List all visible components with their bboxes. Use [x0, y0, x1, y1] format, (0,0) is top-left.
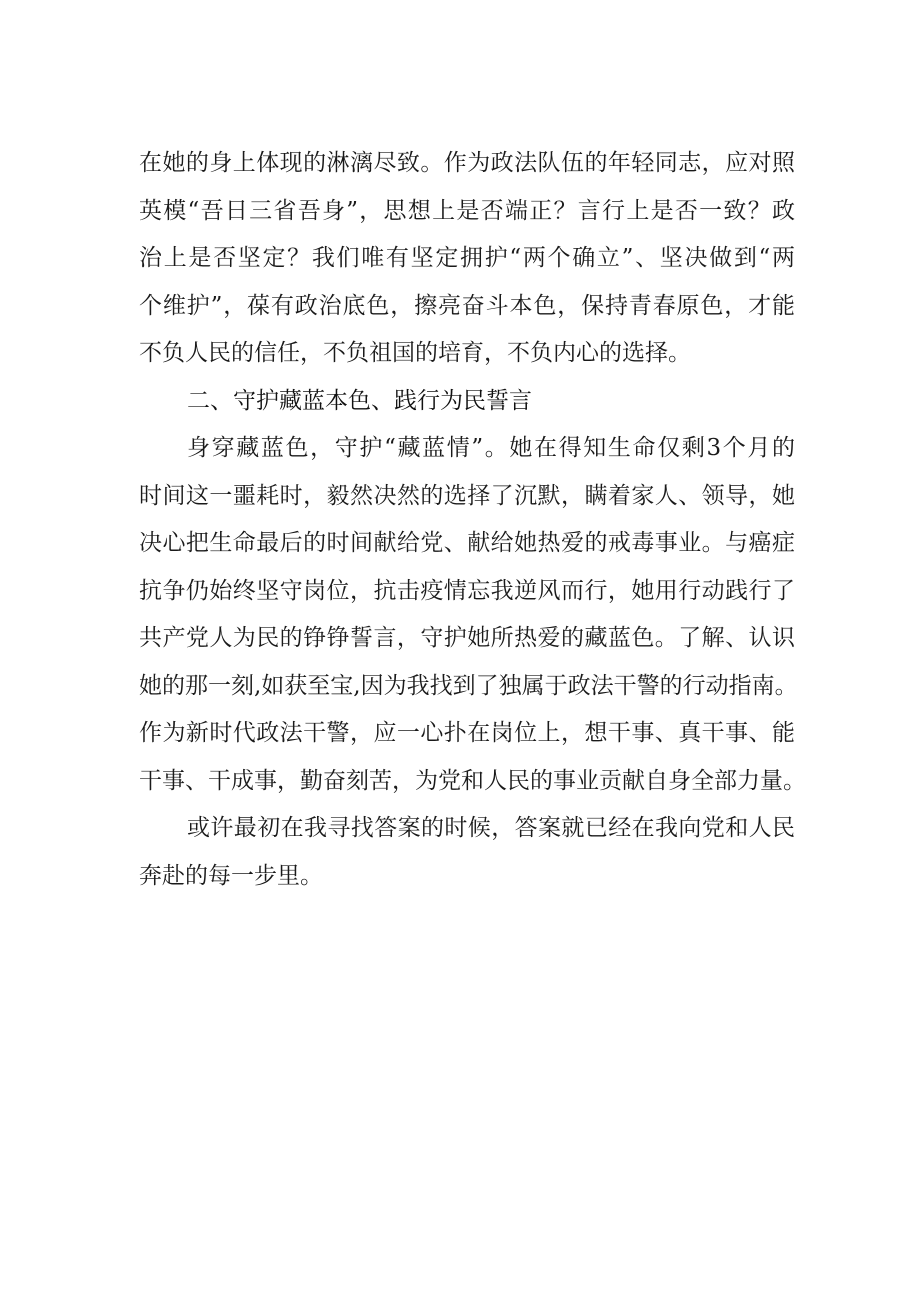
paragraph-line: 个维护”，葆有政治底色，擦亮奋斗本色，保持青春原色，才能: [139, 292, 795, 319]
paragraph-line: 在她的身上体现的淋漓尽致。作为政法队伍的年轻同志，应对照: [139, 150, 795, 176]
paragraph-line: 或许最初在我寻找答案的时候，答案就已经在我向党和人民: [187, 815, 795, 841]
paragraph-1: [139, 140, 795, 378]
paragraph-line: 决心把生命最后的时间献给党、献给她热爱的戒毒事业。与癌症: [139, 530, 795, 556]
paragraph-line: 奔赴的每一步里。: [139, 862, 323, 889]
paragraph-line: 干事、干成事，勤奋刻苦，为党和人民的事业贡献自身全部力量。: [139, 767, 806, 794]
document-body: [139, 140, 806, 900]
paragraph-line: 抗争仍始终坚守岗位，抗击疫情忘我逆风而行，她用行动践行了: [139, 577, 795, 604]
paragraph-line: 她的那一刻,如获至宝,因为我找到了独属于政法干警的行动指南。: [139, 672, 798, 699]
paragraph-line: 身穿藏蓝色，守护“藏蓝情”。她在得知生命仅剩3个月的: [187, 435, 795, 461]
paragraph-line: 时间这一噩耗时，毅然决然的选择了沉默，瞒着家人、领导，她: [139, 482, 795, 509]
paragraph-3: [139, 805, 795, 900]
paragraph-line: 不负人民的信任，不负祖国的培育，不负内心的选择。: [139, 340, 691, 366]
section-heading: 二、守护藏蓝本色、践行为民誓言: [187, 387, 532, 414]
paragraph-line: 英模“吾日三省吾身”，思想上是否端正？言行上是否一致？政: [139, 197, 795, 224]
paragraph-line: 共产党人为民的铮铮誓言，守护她所热爱的藏蓝色。了解、认识: [139, 625, 795, 651]
paragraph-2: [139, 425, 806, 805]
paragraph-line: 作为新时代政法干警，应一心扑在岗位上，想干事、真干事、能: [139, 720, 795, 746]
paragraph-line: 治上是否坚定？我们唯有坚定拥护“两个确立”、坚决做到“两: [139, 245, 795, 271]
